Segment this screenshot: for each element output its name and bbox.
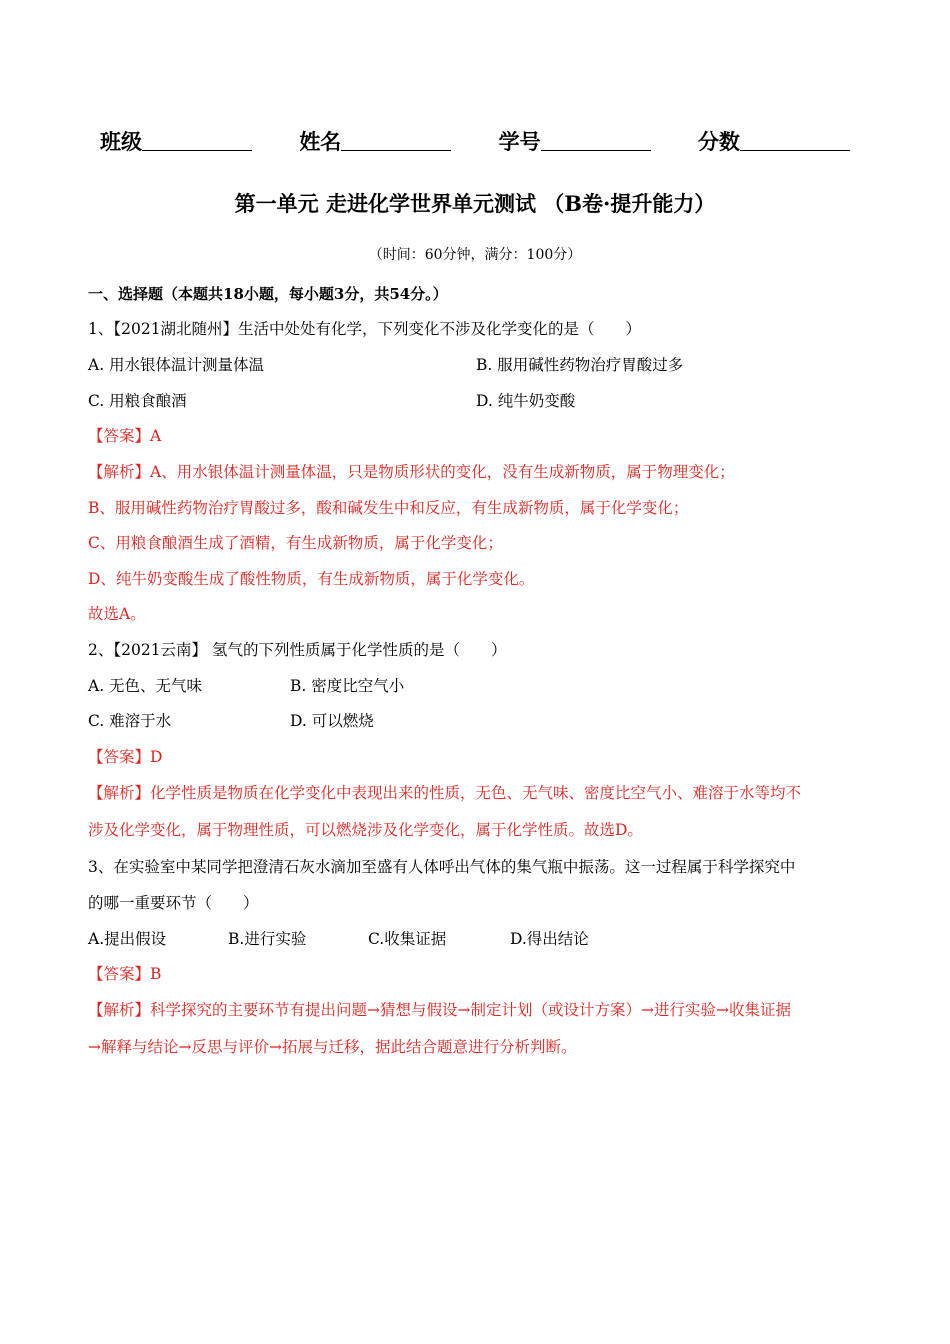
q3-analysis-line: 【解析】科学探究的主要环节有提出问题→猜想与假设→制定计划（或设计方案）→进行实验→收集证据 xyxy=(88,1001,791,1019)
q3-stem-line: 的哪一重要环节（ ） xyxy=(88,894,259,912)
q2-option-d: D. 可以燃烧 xyxy=(290,712,374,730)
q1-answer: 【答案】A xyxy=(88,427,162,445)
q2-option-c: C. 难溶于水 xyxy=(88,712,172,730)
q2-option-a: A. 无色、无气味 xyxy=(88,677,203,695)
q2-answer: 【答案】D xyxy=(88,748,163,766)
q1-option-b: B. 服用碱性药物治疗胃酸过多 xyxy=(476,356,684,374)
q2-analysis-line: 涉及化学变化，属于物理性质，可以燃烧涉及化学变化，属于化学性质。故选D。 xyxy=(88,821,643,839)
score-field: 分数 xyxy=(698,126,850,156)
q1-analysis-line: D、纯牛奶变酸生成了酸性物质，有生成新物质，属于化学变化。 xyxy=(88,570,535,588)
name-field: 姓名 xyxy=(299,126,451,156)
q2-option-b: B. 密度比空气小 xyxy=(290,677,405,695)
q1-analysis-line: 故选A。 xyxy=(88,605,146,623)
q3-answer: 【答案】B xyxy=(88,965,162,983)
q1-analysis-line: 【解析】A、用水银体温计测量体温，只是物质形状的变化，没有生成新物质，属于物理变化； xyxy=(88,463,735,481)
q3-option-b: B.进行实验 xyxy=(228,930,307,948)
q1-stem: 1、【2021湖北随州】生活中处处有化学，下列变化不涉及化学变化的是（ ） xyxy=(88,320,642,338)
q1-option-c: C. 用粮食酿酒 xyxy=(88,392,187,410)
q3-stem-line: 3、在实验室中某同学把澄清石灰水滴加至盛有人体呼出气体的集气瓶中振荡。这一过程属于科学探究中 xyxy=(88,858,796,876)
page-title: 第一单元 走进化学世界单元测试 （B卷·提升能力） xyxy=(234,191,716,216)
id-field: 学号 xyxy=(499,126,651,156)
q3-option-d: D.得出结论 xyxy=(510,930,589,948)
class-field: 班级 xyxy=(100,126,252,156)
q3-option-a: A.提出假设 xyxy=(88,930,167,948)
section-heading: 一、选择题（本题共18小题，每小题3分，共54分。） xyxy=(88,285,448,303)
q1-option-a: A. 用水银体温计测量体温 xyxy=(88,356,265,374)
q1-option-d: D. 纯牛奶变酸 xyxy=(476,392,576,410)
q3-analysis-line: →解释与结论→反思与评价→拓展与迁移，据此结合题意进行分析判断。 xyxy=(88,1038,577,1056)
page-subtitle: （时间：60分钟，满分：100分） xyxy=(368,247,582,263)
student-info-header xyxy=(100,126,890,156)
q1-analysis-line: B、服用碱性药物治疗胃酸过多，酸和碱发生中和反应，有生成新物质，属于化学变化； xyxy=(88,499,689,517)
q2-analysis-line: 【解析】化学性质是物质在化学变化中表现出来的性质，无色、无气味、密度比空气小、难溶于水等均不 xyxy=(88,784,802,802)
q2-stem: 2、【2021云南】 氢气的下列性质属于化学性质的是（ ） xyxy=(88,641,507,659)
q3-option-c: C.收集证据 xyxy=(368,930,447,948)
q1-analysis-line: C、用粮食酿酒生成了酒精，有生成新物质，属于化学变化； xyxy=(88,534,503,552)
